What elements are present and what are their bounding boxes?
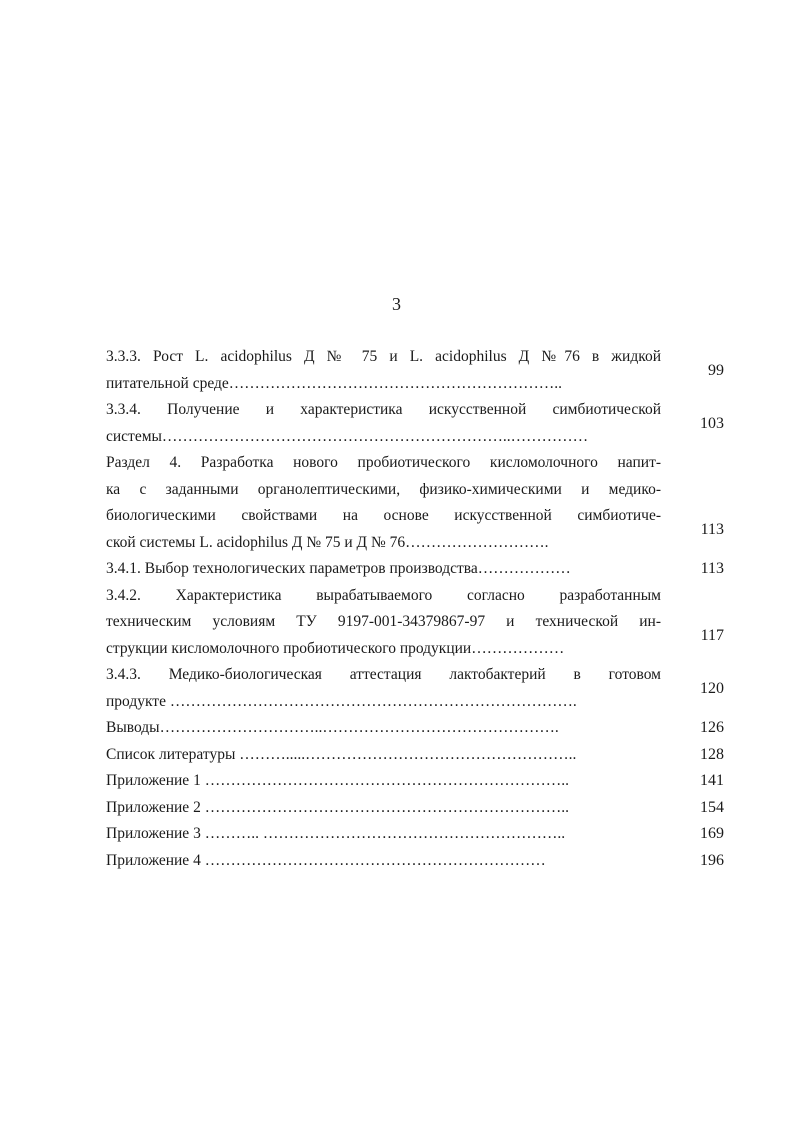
toc-entry-line: 3.3.3. Рост L. acidophilus Д № 75 и L. acidophilus Д №76 в жидкой bbox=[106, 348, 661, 365]
toc-entry-line: Приложение 4 ………………………………………………………… bbox=[106, 851, 546, 869]
toc-entry-title bbox=[106, 795, 661, 822]
toc-entry-line: техническим условиям ТУ 9197-001-34379867-97 и технической ин- bbox=[106, 613, 661, 630]
toc-entry-line: питательной среде……………………………………………………….. bbox=[106, 374, 563, 392]
toc-entry-line: биологическими свойствами на основе искусственной симбиотиче- bbox=[106, 507, 661, 524]
toc-entry-page-number: 169 bbox=[700, 825, 724, 842]
toc-entry-line: 3.4.2. Характеристика вырабатываемого согласно разработанным bbox=[106, 586, 661, 604]
toc-entry-page-number: 154 bbox=[700, 798, 724, 816]
toc-entry bbox=[106, 848, 724, 875]
toc-entry-title bbox=[106, 397, 661, 450]
toc-entry-line: Приложение 1 …………………………………………………………….. bbox=[106, 772, 569, 789]
toc-entry-line: Список литературы ……….....…………………………………………….. bbox=[106, 745, 577, 763]
toc-entry bbox=[106, 556, 724, 583]
toc-entry-line: Выводы…………………………..………………………………………. bbox=[106, 719, 559, 736]
toc-entry-line: 3.4.1. Выбор технологических параметров производства……………… bbox=[106, 560, 571, 577]
toc-entry-line: Приложение 2 …………………………………………………………….. bbox=[106, 798, 569, 816]
toc-entry-line: ской системы L. acidophilus Д № 75 и Д № 76………………………. bbox=[106, 533, 549, 551]
toc-entry-page-number: 117 bbox=[700, 626, 724, 644]
toc-entry-line: Раздел 4. Разработка нового пробиотического кисломолочного напит- bbox=[106, 454, 661, 471]
toc-entry bbox=[106, 662, 724, 715]
toc-entry-title bbox=[106, 450, 661, 556]
toc-entry bbox=[106, 450, 724, 556]
toc-entry bbox=[106, 715, 724, 742]
toc-entry-line: продукте ……………………………………………………………………. bbox=[106, 692, 577, 710]
toc-entry bbox=[106, 583, 724, 663]
table-of-contents bbox=[106, 344, 724, 874]
toc-entry bbox=[106, 795, 724, 822]
toc-entry-line: Приложение 3 ……….. ………………………………………………….. bbox=[106, 825, 566, 842]
toc-entry-title bbox=[106, 556, 661, 583]
toc-entry-title bbox=[106, 662, 661, 715]
toc-entry bbox=[106, 821, 724, 848]
toc-entry-page-number: 141 bbox=[700, 772, 724, 789]
toc-entry-line: струкции кисломолочного пробиотического продукции……………… bbox=[106, 639, 565, 657]
toc-entry-title bbox=[106, 821, 661, 848]
toc-entry-page-number: 103 bbox=[700, 414, 724, 432]
toc-entry-page-number: 120 bbox=[700, 679, 724, 697]
page-number: 3 bbox=[392, 294, 401, 314]
toc-entry-page-number: 113 bbox=[700, 560, 724, 577]
toc-entry bbox=[106, 768, 724, 795]
toc-entry-title bbox=[106, 742, 661, 769]
toc-entry-line: 3.3.4. Получение и характеристика искусственной симбиотической bbox=[106, 401, 661, 418]
toc-entry-page-number: 99 bbox=[708, 361, 724, 379]
toc-entry-page-number: 128 bbox=[700, 745, 724, 763]
toc-entry-page-number: 196 bbox=[700, 851, 724, 869]
toc-entry-line: системы…………………………………………………………..…………… bbox=[106, 427, 589, 445]
toc-entry-title bbox=[106, 344, 661, 397]
toc-entry bbox=[106, 742, 724, 769]
toc-entry-line: 3.4.3. Медико-биологическая аттестация лактобактерий в готовом bbox=[106, 666, 661, 683]
toc-entry-title bbox=[106, 715, 661, 742]
toc-entry-title bbox=[106, 583, 661, 663]
toc-entry-page-number: 126 bbox=[700, 719, 724, 736]
toc-entry bbox=[106, 344, 724, 397]
toc-entry-page-number: 113 bbox=[700, 520, 724, 538]
toc-entry bbox=[106, 397, 724, 450]
toc-entry-title bbox=[106, 848, 661, 875]
toc-entry-line: ка с заданными органолептическими, физико-химическими и медико- bbox=[106, 480, 661, 498]
toc-entry-title bbox=[106, 768, 661, 795]
